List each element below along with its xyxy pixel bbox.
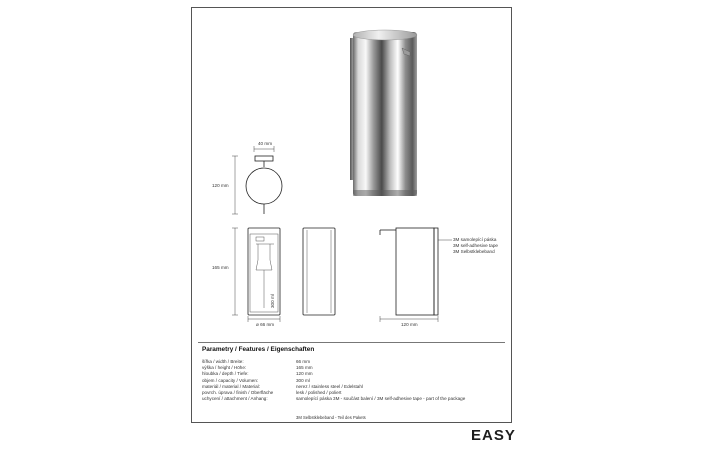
spec-label: výška / height / Höhe: xyxy=(202,365,247,371)
top-view-width-label: 40 mm xyxy=(258,141,273,146)
technical-drawing xyxy=(192,8,513,342)
spec-label: šířka / width / Breite: xyxy=(202,359,244,364)
specs-title: Parametry / Features / Eigenschaften xyxy=(202,346,315,353)
spec-value: 165 mm xyxy=(296,365,313,371)
spec-value: 120 mm xyxy=(296,371,313,377)
spec-label: hloubka / depth / Tiefe: xyxy=(202,371,249,377)
spec-value: lesk / polished / poliert xyxy=(296,390,342,396)
depth-side-view-drawing xyxy=(380,228,498,327)
tape-callout-de: 3M Selbstklebeband xyxy=(453,249,495,254)
product-photo xyxy=(350,30,417,196)
spec-label: povrch. úprava / finish / Oberfläche xyxy=(202,390,274,396)
product-sheet xyxy=(191,7,512,423)
tape-callout-en: 3M self-adhesive tape xyxy=(453,243,498,248)
spec-row xyxy=(202,396,465,402)
spec-value: nerez / stainless steel / Edelstahl xyxy=(296,383,363,389)
front-diameter-label: ø 66 mm xyxy=(256,322,275,327)
brand-logo: EASY xyxy=(471,427,516,444)
spec-value: samolepící páska 3M - součást balení / 3M self-adhesive tape - part of the package xyxy=(296,396,466,402)
tape-callout-cz: 3M samolepící páska xyxy=(453,237,497,242)
spec-value: 300 ml xyxy=(296,377,310,383)
top-view-height-label: 120 mm xyxy=(212,183,229,188)
specs-table xyxy=(202,359,465,402)
section-divider xyxy=(198,342,505,343)
spec-label: uchycení / attachment / Anhang: xyxy=(202,396,268,402)
front-height-label: 165 mm xyxy=(212,265,229,270)
top-view-drawing xyxy=(212,141,282,214)
front-view-drawing xyxy=(212,228,280,327)
spec-label: objem / capacity / Volumen: xyxy=(202,377,259,383)
spec-label: materiál / material / Material: xyxy=(202,383,260,389)
front-volume-label: 300 ml xyxy=(270,294,275,308)
spec-value: 66 mm xyxy=(296,359,311,364)
spec-note: 3M Selbstklebeband - Teil des Pakets xyxy=(296,415,366,420)
side-depth-label: 120 mm xyxy=(401,322,418,327)
narrow-side-view-drawing xyxy=(303,228,335,315)
